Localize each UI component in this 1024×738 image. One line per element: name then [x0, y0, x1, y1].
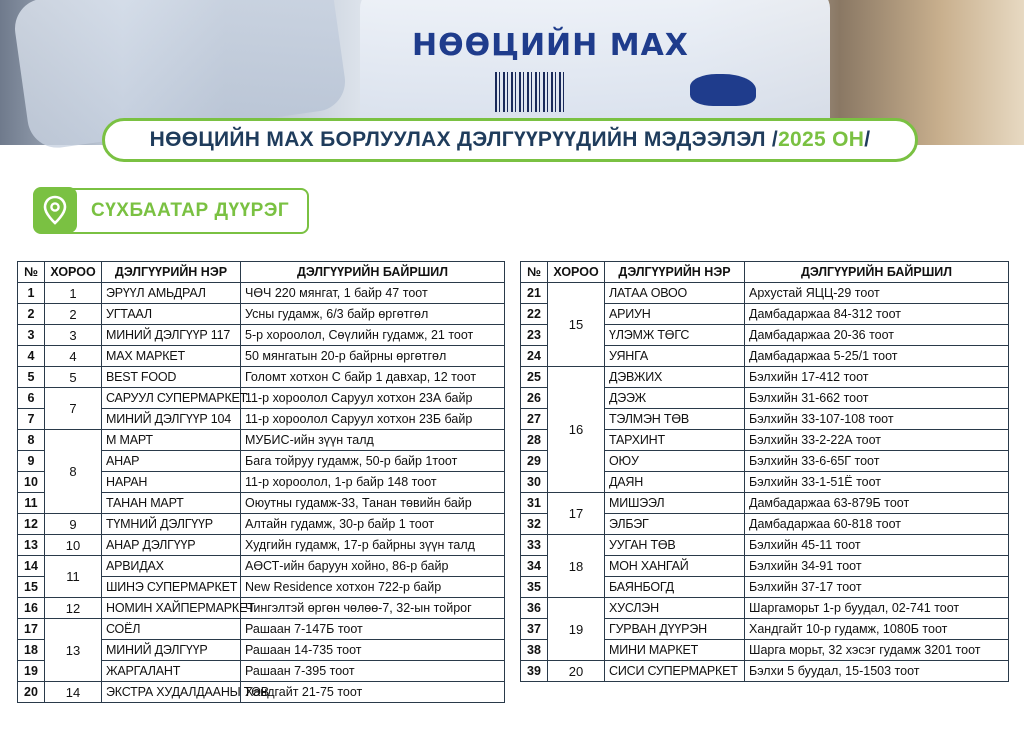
- store-name: МАХ МАРКЕТ: [102, 346, 241, 367]
- header-store-location: ДЭЛГҮҮРИЙН БАЙРШИЛ: [241, 262, 505, 283]
- store-name: ХУСЛЭН: [605, 598, 745, 619]
- row-number: 37: [521, 619, 548, 640]
- row-number: 26: [521, 388, 548, 409]
- store-name: УЯНГА: [605, 346, 745, 367]
- row-number: 30: [521, 472, 548, 493]
- khoroo-number: 16: [548, 367, 605, 493]
- store-name: АРИУН: [605, 304, 745, 325]
- store-location: New Residence хотхон 722-р байр: [241, 577, 505, 598]
- store-location: Бэлхийн 34-91 тоот: [745, 556, 1009, 577]
- table-row: [18, 556, 505, 577]
- row-number: 24: [521, 346, 548, 367]
- store-name: СОЁЛ: [102, 619, 241, 640]
- store-name: АРВИДАХ: [102, 556, 241, 577]
- row-number: 31: [521, 493, 548, 514]
- store-location: Дамбадаржаа 60-818 тоот: [745, 514, 1009, 535]
- table-row: [521, 598, 1009, 619]
- table-row: [18, 346, 505, 367]
- store-location: Рашаан 7-147Б тоот: [241, 619, 505, 640]
- row-number: 21: [521, 283, 548, 304]
- sheep-icon: [690, 74, 756, 106]
- store-location: 11-р хороолол, 1-р байр 148 тоот: [241, 472, 505, 493]
- location-pin-icon: [33, 187, 77, 233]
- store-location: Бэлхийн 17-412 тоот: [745, 367, 1009, 388]
- store-name: ЭРҮҮЛ АМЬДРАЛ: [102, 283, 241, 304]
- store-name: МИНИЙ ДЭЛГҮҮР 104: [102, 409, 241, 430]
- khoroo-number: 1: [45, 283, 102, 304]
- store-location: Бэлхийн 33-107-108 тоот: [745, 409, 1009, 430]
- row-number: 35: [521, 577, 548, 598]
- store-name: ТЭЛМЭН ТӨВ: [605, 409, 745, 430]
- table-header-row: [521, 262, 1009, 283]
- store-location: Бэлхи 5 буудал, 15-1503 тоот: [745, 661, 1009, 682]
- header-no: №: [18, 262, 45, 283]
- header-store-name: ДЭЛГҮҮРИЙН НЭР: [605, 262, 745, 283]
- store-name: МИНИ МАРКЕТ: [605, 640, 745, 661]
- table-row: [18, 514, 505, 535]
- store-name: М МАРТ: [102, 430, 241, 451]
- khoroo-number: 11: [45, 556, 102, 598]
- khoroo-number: 19: [548, 598, 605, 661]
- row-number: 15: [18, 577, 45, 598]
- khoroo-number: 20: [548, 661, 605, 682]
- table-row: [521, 283, 1009, 304]
- store-name: ДЭВЖИХ: [605, 367, 745, 388]
- store-location: Алтайн гудамж, 30-р байр 1 тоот: [241, 514, 505, 535]
- store-name: ДАЯН: [605, 472, 745, 493]
- row-number: 20: [18, 682, 45, 703]
- khoroo-number: 7: [45, 388, 102, 430]
- khoroo-number: 18: [548, 535, 605, 598]
- row-number: 36: [521, 598, 548, 619]
- row-number: 7: [18, 409, 45, 430]
- store-location: МУБИС-ийн зүүн талд: [241, 430, 505, 451]
- row-number: 32: [521, 514, 548, 535]
- table-row: [18, 619, 505, 640]
- khoroo-number: 15: [548, 283, 605, 367]
- table-row: [18, 598, 505, 619]
- store-name: МИНИЙ ДЭЛГҮҮР: [102, 640, 241, 661]
- store-name: АНАР ДЭЛГҮҮР: [102, 535, 241, 556]
- store-location: Бэлхийн 33-6-65Г тоот: [745, 451, 1009, 472]
- row-number: 1: [18, 283, 45, 304]
- row-number: 10: [18, 472, 45, 493]
- row-number: 34: [521, 556, 548, 577]
- store-location: Бэлхийн 45-11 тоот: [745, 535, 1009, 556]
- row-number: 11: [18, 493, 45, 514]
- row-number: 38: [521, 640, 548, 661]
- store-name: УУГАН ТӨВ: [605, 535, 745, 556]
- store-location: Худгийн гудамж, 17-р байрны зүүн талд: [241, 535, 505, 556]
- khoroo-number: 3: [45, 325, 102, 346]
- store-location: Дамбадаржаа 63-879Б тоот: [745, 493, 1009, 514]
- khoroo-number: 9: [45, 514, 102, 535]
- row-number: 4: [18, 346, 45, 367]
- table-header-row: [18, 262, 505, 283]
- row-number: 18: [18, 640, 45, 661]
- khoroo-number: 17: [548, 493, 605, 535]
- store-location: ЧӨЧ 220 мянгат, 1 байр 47 тоот: [241, 283, 505, 304]
- store-location: 11-р хороолол Саруул хотхон 23Б байр: [241, 409, 505, 430]
- row-number: 12: [18, 514, 45, 535]
- khoroo-number: 2: [45, 304, 102, 325]
- khoroo-number: 13: [45, 619, 102, 682]
- store-location: Чингэлтэй өргөн чөлөө-7, 32-ын тойрог: [241, 598, 505, 619]
- title-main: НӨӨЦИЙН МАХ БОРЛУУЛАХ ДЭЛГҮҮРҮҮДИЙН МЭДЭЭЛЭЛ /: [149, 128, 779, 151]
- table-row: [521, 661, 1009, 682]
- store-name: ТАРХИНТ: [605, 430, 745, 451]
- store-name: САРУУЛ СУПЕРМАРКЕТ: [102, 388, 241, 409]
- table-row: [18, 367, 505, 388]
- table-row: [18, 325, 505, 346]
- store-name: НАРАН: [102, 472, 241, 493]
- store-location: Дамбадаржаа 84-312 тоот: [745, 304, 1009, 325]
- store-name: ТАНАН МАРТ: [102, 493, 241, 514]
- store-table-right: [520, 261, 1009, 682]
- store-location: Шарга морьт, 32 хэсэг гудамж 3201 тоот: [745, 640, 1009, 661]
- store-name: ЭКСТРА ХУДАЛДААНЫ ТӨВ: [102, 682, 241, 703]
- store-location: 11-р хороолол Саруул хотхон 23А байр: [241, 388, 505, 409]
- row-number: 13: [18, 535, 45, 556]
- table-row: [18, 535, 505, 556]
- table-row: [18, 304, 505, 325]
- row-number: 9: [18, 451, 45, 472]
- row-number: 29: [521, 451, 548, 472]
- row-number: 6: [18, 388, 45, 409]
- row-number: 33: [521, 535, 548, 556]
- row-number: 8: [18, 430, 45, 451]
- barcode-graphic: [495, 72, 565, 112]
- store-name: ГУРВАН ДҮҮРЭН: [605, 619, 745, 640]
- row-number: 17: [18, 619, 45, 640]
- district-label-box: [33, 188, 309, 234]
- store-location: 50 мянгатын 20-р байрны өргөтгөл: [241, 346, 505, 367]
- store-location: Архустай ЯЦЦ-29 тоот: [745, 283, 1009, 304]
- store-location: Хандгайт 21-75 тоот: [241, 682, 505, 703]
- store-name: ДЭЭЖ: [605, 388, 745, 409]
- row-number: 27: [521, 409, 548, 430]
- row-number: 22: [521, 304, 548, 325]
- store-location: Хандгайт 10-р гудамж, 1080Б тоот: [745, 619, 1009, 640]
- page-title: [102, 118, 918, 162]
- row-number: 16: [18, 598, 45, 619]
- store-location: Шаргаморьт 1-р буудал, 02-741 тоот: [745, 598, 1009, 619]
- title-end: /: [864, 128, 871, 151]
- store-location: Голомт хотхон С байр 1 давхар, 12 тоот: [241, 367, 505, 388]
- store-name: МОН ХАНГАЙ: [605, 556, 745, 577]
- row-number: 23: [521, 325, 548, 346]
- khoroo-number: 4: [45, 346, 102, 367]
- header-store-location: ДЭЛГҮҮРИЙН БАЙРШИЛ: [745, 262, 1009, 283]
- row-number: 25: [521, 367, 548, 388]
- row-number: 14: [18, 556, 45, 577]
- table-row: [521, 535, 1009, 556]
- store-name: СИСИ СУПЕРМАРКЕТ: [605, 661, 745, 682]
- store-name: ҮЛЭМЖ ТӨГС: [605, 325, 745, 346]
- store-location: Усны гудамж, 6/3 байр өргөтгөл: [241, 304, 505, 325]
- store-name: МИНИЙ ДЭЛГҮҮР 117: [102, 325, 241, 346]
- store-name: УГТААЛ: [102, 304, 241, 325]
- store-location: АӨСТ-ийн баруун хойно, 86-р байр: [241, 556, 505, 577]
- store-location: Бага тойруу гудамж, 50-р байр 1тоот: [241, 451, 505, 472]
- store-name: BEST FOOD: [102, 367, 241, 388]
- store-table-left: [17, 261, 505, 703]
- khoroo-number: 8: [45, 430, 102, 514]
- row-number: 28: [521, 430, 548, 451]
- store-location: Рашаан 7-395 тоот: [241, 661, 505, 682]
- store-name: ТҮМНИЙ ДЭЛГҮҮР: [102, 514, 241, 535]
- khoroo-number: 14: [45, 682, 102, 703]
- store-name: НОМИН ХАЙПЕРМАРКЕТ: [102, 598, 241, 619]
- store-location: Рашаан 14-735 тоот: [241, 640, 505, 661]
- row-number: 19: [18, 661, 45, 682]
- table-row: [521, 493, 1009, 514]
- store-location: Бэлхийн 37-17 тоот: [745, 577, 1009, 598]
- store-name: ЛАТАА ОВОО: [605, 283, 745, 304]
- store-name: ШИНЭ СУПЕРМАРКЕТ: [102, 577, 241, 598]
- district-name: СҮХБААТАР ДҮҮРЭГ: [91, 200, 290, 221]
- khoroo-number: 10: [45, 535, 102, 556]
- store-location: Дамбадаржаа 20-36 тоот: [745, 325, 1009, 346]
- khoroo-number: 12: [45, 598, 102, 619]
- store-name: ЭЛБЭГ: [605, 514, 745, 535]
- row-number: 39: [521, 661, 548, 682]
- header-khoroo: ХОРОО: [45, 262, 102, 283]
- header-no: №: [521, 262, 548, 283]
- row-number: 2: [18, 304, 45, 325]
- store-location: 5-р хороолол, Сөүлийн гудамж, 21 тоот: [241, 325, 505, 346]
- table-row: [18, 283, 505, 304]
- store-name: ЖАРГАЛАНТ: [102, 661, 241, 682]
- store-location: Дамбадаржаа 5-25/1 тоот: [745, 346, 1009, 367]
- store-location: Оюутны гудамж-33, Танан төвийн байр: [241, 493, 505, 514]
- table-row: [18, 388, 505, 409]
- table-row: [521, 367, 1009, 388]
- table-row: [18, 430, 505, 451]
- package-label: НӨӨЦИЙН МАХ: [412, 28, 689, 63]
- store-location: Бэлхийн 31-662 тоот: [745, 388, 1009, 409]
- store-name: ОЮУ: [605, 451, 745, 472]
- store-name: БАЯНБОГД: [605, 577, 745, 598]
- store-location: Бэлхийн 33-1-51Ё тоот: [745, 472, 1009, 493]
- khoroo-number: 5: [45, 367, 102, 388]
- row-number: 3: [18, 325, 45, 346]
- table-row: [18, 682, 505, 703]
- row-number: 5: [18, 367, 45, 388]
- title-year: 2025 ОН: [778, 128, 865, 151]
- header-store-name: ДЭЛГҮҮРИЙН НЭР: [102, 262, 241, 283]
- store-location: Бэлхийн 33-2-22А тоот: [745, 430, 1009, 451]
- header-khoroo: ХОРОО: [548, 262, 605, 283]
- store-name: МИШЭЭЛ: [605, 493, 745, 514]
- store-name: АНАР: [102, 451, 241, 472]
